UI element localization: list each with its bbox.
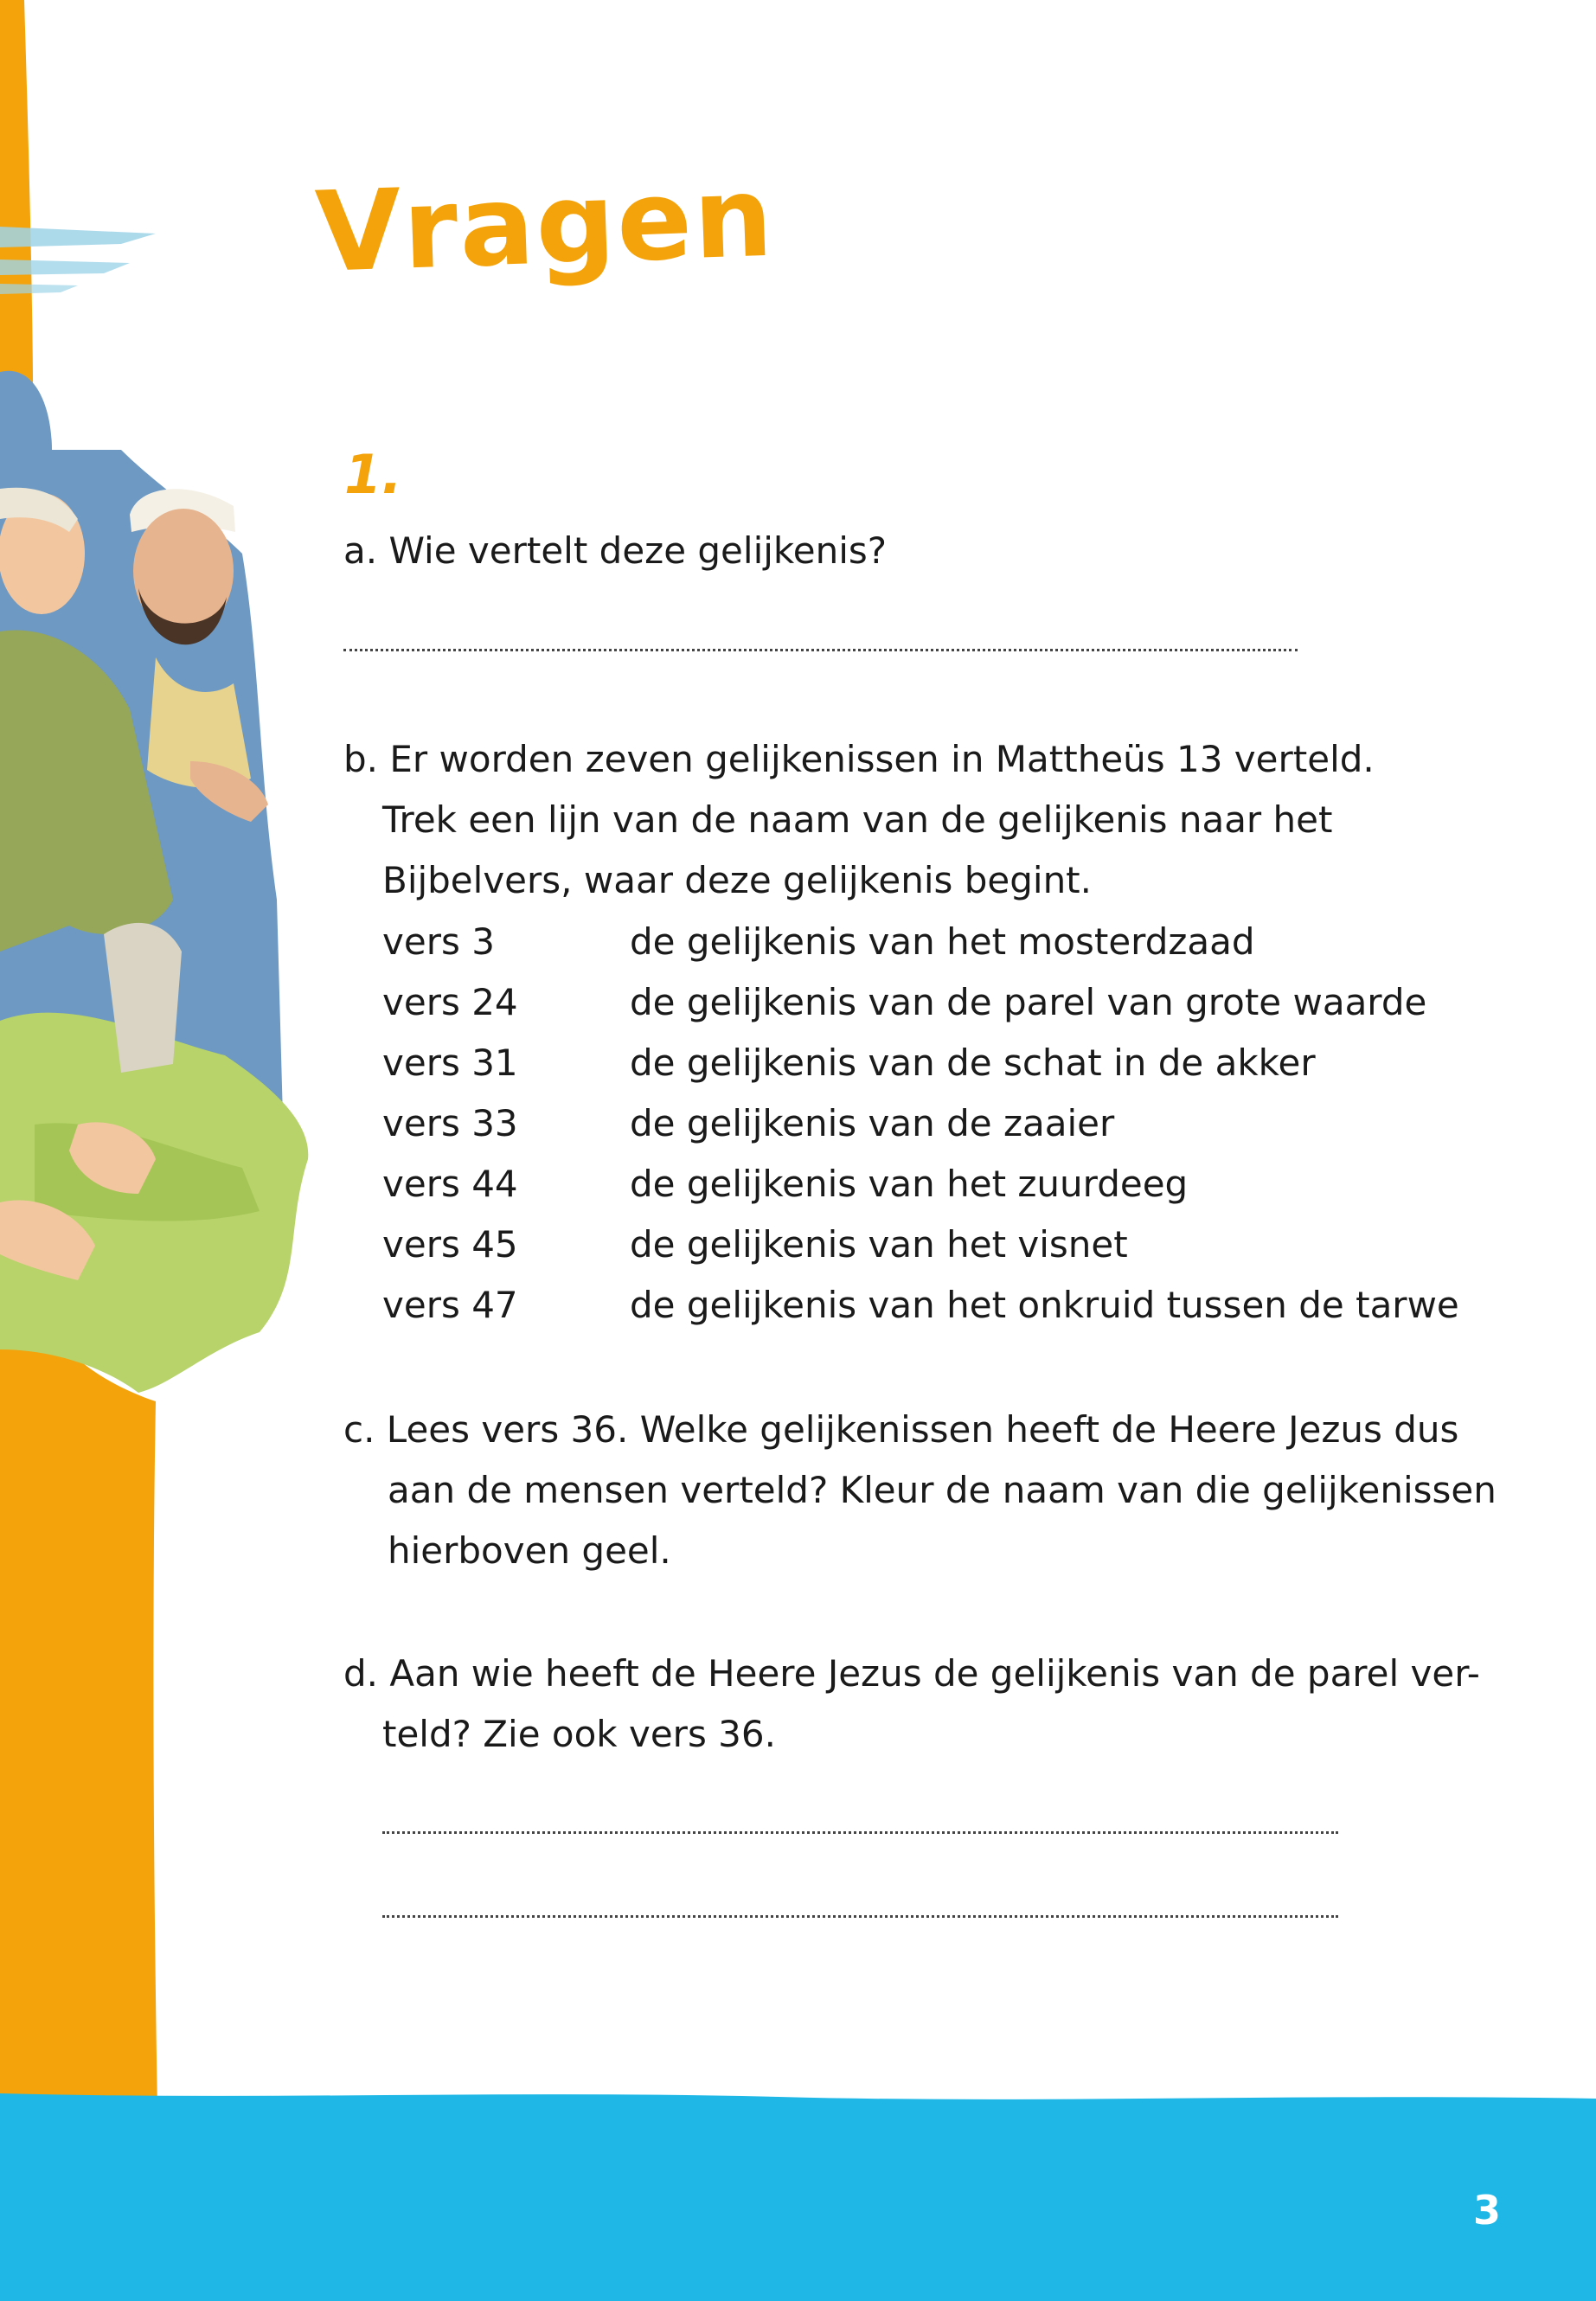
question-d-line-2: teld? Zie ook vers 36. bbox=[382, 1713, 776, 1755]
parable-name[interactable]: de gelijkenis van het onkruid tussen de tarwe bbox=[630, 1284, 1459, 1326]
question-c-line-3: hierboven geel. bbox=[388, 1529, 671, 1572]
illustration-listeners bbox=[0, 0, 363, 2111]
parable-name[interactable]: de gelijkenis van het zuurdeeg bbox=[630, 1163, 1189, 1205]
question-a-text: a. Wie vertelt deze gelijkenis? bbox=[343, 529, 888, 572]
question-b-line-3: Bijbelvers, waar deze gelijkenis begint. bbox=[382, 859, 1093, 901]
parable-name[interactable]: de gelijkenis van de zaaier bbox=[630, 1102, 1115, 1144]
answer-line-d-2[interactable] bbox=[382, 1915, 1338, 1918]
parable-name[interactable]: de gelijkenis van het mosterdzaad bbox=[630, 920, 1255, 963]
verse-number[interactable]: vers 24 bbox=[382, 981, 518, 1023]
verse-number[interactable]: vers 33 bbox=[382, 1102, 518, 1144]
question-number: 1. bbox=[344, 443, 402, 506]
footer-strip bbox=[0, 2085, 1596, 2301]
verse-number[interactable]: vers 31 bbox=[382, 1042, 518, 1084]
question-b-line-2: Trek een lijn van de naam van de gelijkenis naar het bbox=[382, 798, 1333, 841]
question-d-line-1: d. Aan wie heeft de Heere Jezus de gelijkenis van de parel ver- bbox=[343, 1652, 1480, 1695]
page-number: 3 bbox=[1473, 2187, 1502, 2234]
answer-line-a[interactable] bbox=[343, 649, 1298, 651]
parable-name[interactable]: de gelijkenis van de parel van grote waarde bbox=[630, 981, 1427, 1023]
question-c-line-1: c. Lees vers 36. Welke gelijkenissen heeft de Heere Jezus dus bbox=[343, 1408, 1459, 1451]
verse-number[interactable]: vers 3 bbox=[382, 920, 495, 963]
question-b-line-1: b. Er worden zeven gelijkenissen in Mattheüs 13 verteld. bbox=[343, 738, 1375, 780]
parable-name[interactable]: de gelijkenis van de schat in de akker bbox=[630, 1042, 1316, 1084]
verse-number[interactable]: vers 47 bbox=[382, 1284, 518, 1326]
parable-name[interactable]: de gelijkenis van het visnet bbox=[630, 1223, 1128, 1266]
question-c-line-2: aan de mensen verteld? Kleur de naam van die gelijkenissen bbox=[388, 1469, 1497, 1511]
answer-line-d-1[interactable] bbox=[382, 1831, 1338, 1834]
verse-number[interactable]: vers 44 bbox=[382, 1163, 518, 1205]
verse-number[interactable]: vers 45 bbox=[382, 1223, 518, 1266]
page-title: Vragen bbox=[313, 152, 777, 298]
